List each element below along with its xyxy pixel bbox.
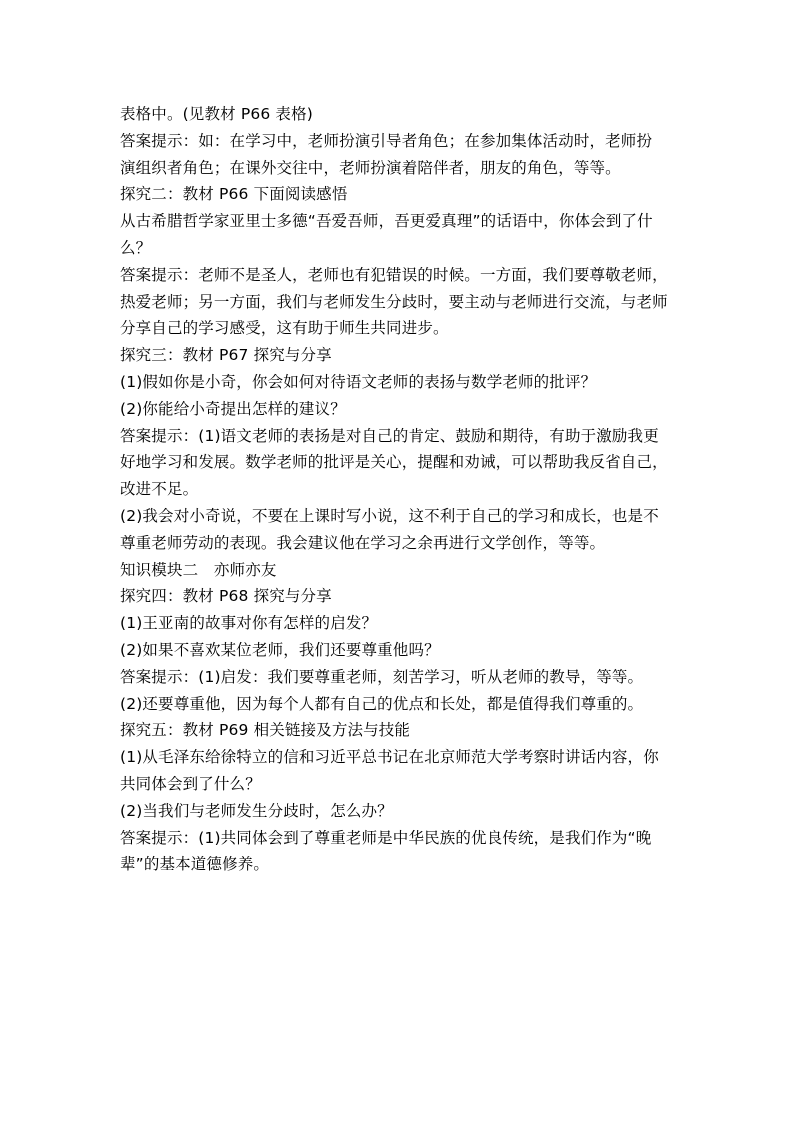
section-heading: 探究四：教材 P68 探究与分享 — [120, 587, 332, 606]
document-body — [120, 101, 678, 878]
text-line: 从古希腊哲学家亚里士多德“吾爱吾师，吾更爱真理”的话语中，你体会到了什 — [120, 212, 653, 231]
question-line: (2)当我们与老师发生分歧时，怎么办？ — [120, 801, 393, 820]
question-line: (2)如果不喜欢某位老师，我们还要尊重他吗？ — [120, 640, 440, 659]
module-heading: 知识模块二 亦师亦友 — [120, 560, 277, 579]
text-line: 答案提示：(1)共同体会到了尊重老师是中华民族的优良传统，是我们作为“晚 — [120, 828, 652, 847]
text-line: (2)我会对小奇说，不要在上课时写小说，这不利于自己的学习和成长，也是不 — [120, 506, 659, 525]
question-line: (2)你能给小奇提出怎样的建议？ — [120, 399, 346, 418]
section-heading: 探究五：教材 P69 相关链接及方法与技能 — [120, 721, 411, 740]
text-line: 辈”的基本道德修养。 — [120, 855, 270, 874]
text-line: 答案提示：(1)语文老师的表扬是对自己的肯定、鼓励和期待，有助于激励我更 — [120, 426, 659, 445]
text-line: 么？ — [120, 238, 152, 257]
text-line: 答案提示：如：在学习中，老师扮演引导者角色；在参加集体活动时，老师扮 — [120, 131, 653, 150]
text-line: 答案提示：老师不是圣人，老师也有犯错误的时候。一方面，我们要尊敬老师， — [120, 265, 668, 284]
section-heading: 探究三：教材 P67 探究与分享 — [120, 346, 332, 365]
text-line: 表格中。(见教材 P66 表格) — [120, 105, 313, 123]
text-line: 好地学习和发展。数学老师的批评是关心，提醒和劝诫，可以帮助我反省自己， — [120, 453, 668, 472]
text-line: 改进不足。 — [120, 480, 199, 499]
question-line: (1)假如你是小奇，你会如何对待语文老师的表扬与数学老师的批评？ — [120, 372, 597, 391]
text-line: 尊重老师劳动的表现。我会建议他在学习之余再进行文学创作，等等。 — [120, 533, 606, 552]
question-line: 共同体会到了什么？ — [120, 774, 261, 793]
text-line: (2)还要尊重他，因为每个人都有自己的优点和长处，都是值得我们尊重的。 — [120, 694, 644, 713]
text-line: 答案提示：(1)启发：我们要尊重老师，刻苦学习，听从老师的教导，等等。 — [120, 667, 644, 686]
section-heading: 探究二：教材 P66 下面阅读感悟 — [120, 185, 348, 204]
text-line: 热爱老师；另一方面，我们与老师发生分歧时，要主动与老师进行交流，与老师 — [120, 292, 668, 311]
question-line: (1)从毛泽东给徐特立的信和习近平总书记在北京师范大学考察时讲话内容，你 — [120, 748, 659, 767]
question-line: (1)王亚南的故事对你有怎样的启发？ — [120, 614, 378, 633]
text-line: 演组织者角色；在课外交往中，老师扮演着陪伴者，朋友的角色，等等。 — [120, 158, 621, 177]
text-line: 分享自己的学习感受，这有助于师生共同进步。 — [120, 319, 449, 338]
